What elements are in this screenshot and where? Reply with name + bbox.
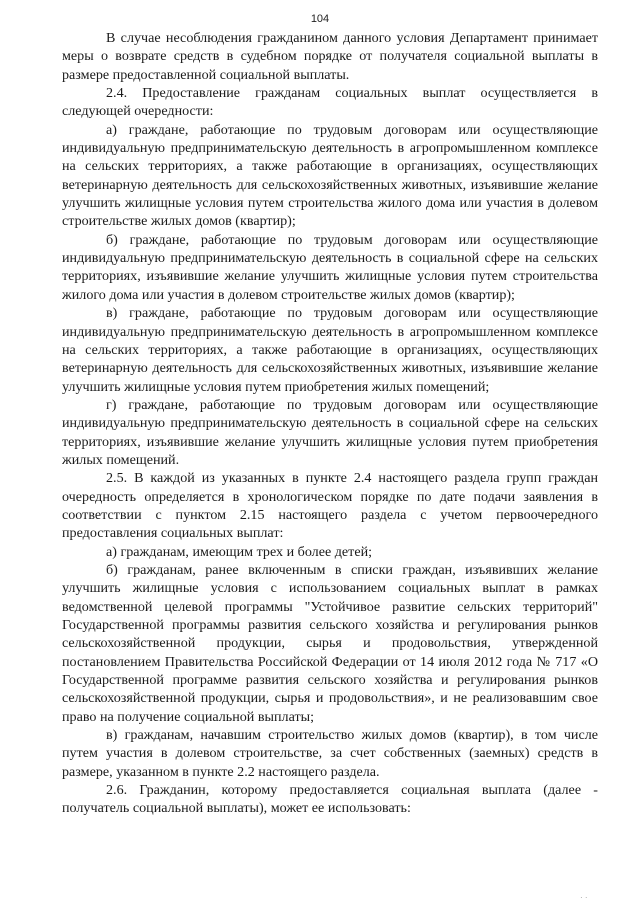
paragraph-2-5: 2.5. В каждой из указанных в пункте 2.4 настоящего раздела групп граждан очередность определяется в хронологическом порядке по дате подачи заявления в соответствии с пунктом 2.15 настоящего раздела с учетом первоочередного предоставления социальных выплат: [62, 470, 598, 542]
document-body [62, 29, 598, 818]
paragraph-refund-condition: В случае несоблюдения гражданином данного условия Департамент принимает меры о возврате средств в судебном порядке от получателя социальной выплаты в размере предоставленной социальной выплаты. [62, 30, 598, 83]
paragraph-2-4-v: в) граждане, работающие по трудовым договорам или осуществляющие индивидуальную предпринимательскую деятельность в агропромышленном комплексе на сельских территориях, а также работающие в организациях, осуществляющих ветеринарную деятельность для сельскохозяйственных животных, изъявившие желание улучшить жилищные условия путем приобретения жилых помещений; [62, 305, 598, 395]
scan-speck: · · [580, 893, 588, 902]
paragraph-2-4-g: г) граждане, работающие по трудовым договорам или осуществляющие индивидуальную предпринимательскую деятельность в социальной сфере на сельских территориях, изъявившие желание улучшить жилищные условия путем приобретения жилых помещений. [62, 396, 598, 468]
paragraph-2-4: 2.4. Предоставление гражданам социальных выплат осуществляется в следующей очередности: [62, 85, 598, 120]
paragraph-2-4-b: б) граждане, работающие по трудовым договорам или осуществляющие индивидуальную предпринимательскую деятельность в социальной сфере на сельских территориях, изъявившие желание улучшить жилищные условия путем строительства жилого дома или участия в долевом строительстве жилых домов (квартир); [62, 231, 598, 303]
paragraph-2-5-v: в) гражданам, начавшим строительство жилых домов (квартир), в том числе путем участия в долевом строительстве, за счет собственных (заемных) средств в размере, указанном в пункте 2.2 настоящего раздела. [62, 727, 598, 780]
paragraph-2-6: 2.6. Гражданин, которому предоставляется социальная выплата (далее - получатель социальной выплаты), может ее использовать: [62, 782, 598, 817]
page-number: 104 [310, 13, 330, 25]
paragraph-2-4-a: а) граждане, работающие по трудовым договорам или осуществляющие индивидуальную предпринимательскую деятельность в агропромышленном комплексе на сельских территориях, а также работающие в организациях, осуществляющих ветеринарную деятельность для сельскохозяйственных животных, изъявившие желание улучшить жилищные условия путем строительства жилого дома или участия в долевом строительстве жилых домов (квартир); [62, 121, 598, 230]
paragraph-2-5-b: б) гражданам, ранее включенным в списки граждан, изъявивших желание улучшить жилищные условия с использованием социальных выплат в рамках ведомственной целевой программы "Устойчивое развитие сельских территорий" Государственной программы развития сельского хозяйства и регулирования рынков сельскохозяйственной продукции, сырья и продовольствия, утвержденной постановлением Правительства Российской Федерации от 14 июля 2012 года № 717 «О Государственной программе развития сельского хозяйства и регулирования рынков сельскохозяйственной продукции, сырья и продовольствия», и не реализовавшим свое право на получение социальной выплаты; [62, 561, 598, 725]
paragraph-2-5-a: а) гражданам, имеющим трех и более детей; [106, 543, 373, 560]
